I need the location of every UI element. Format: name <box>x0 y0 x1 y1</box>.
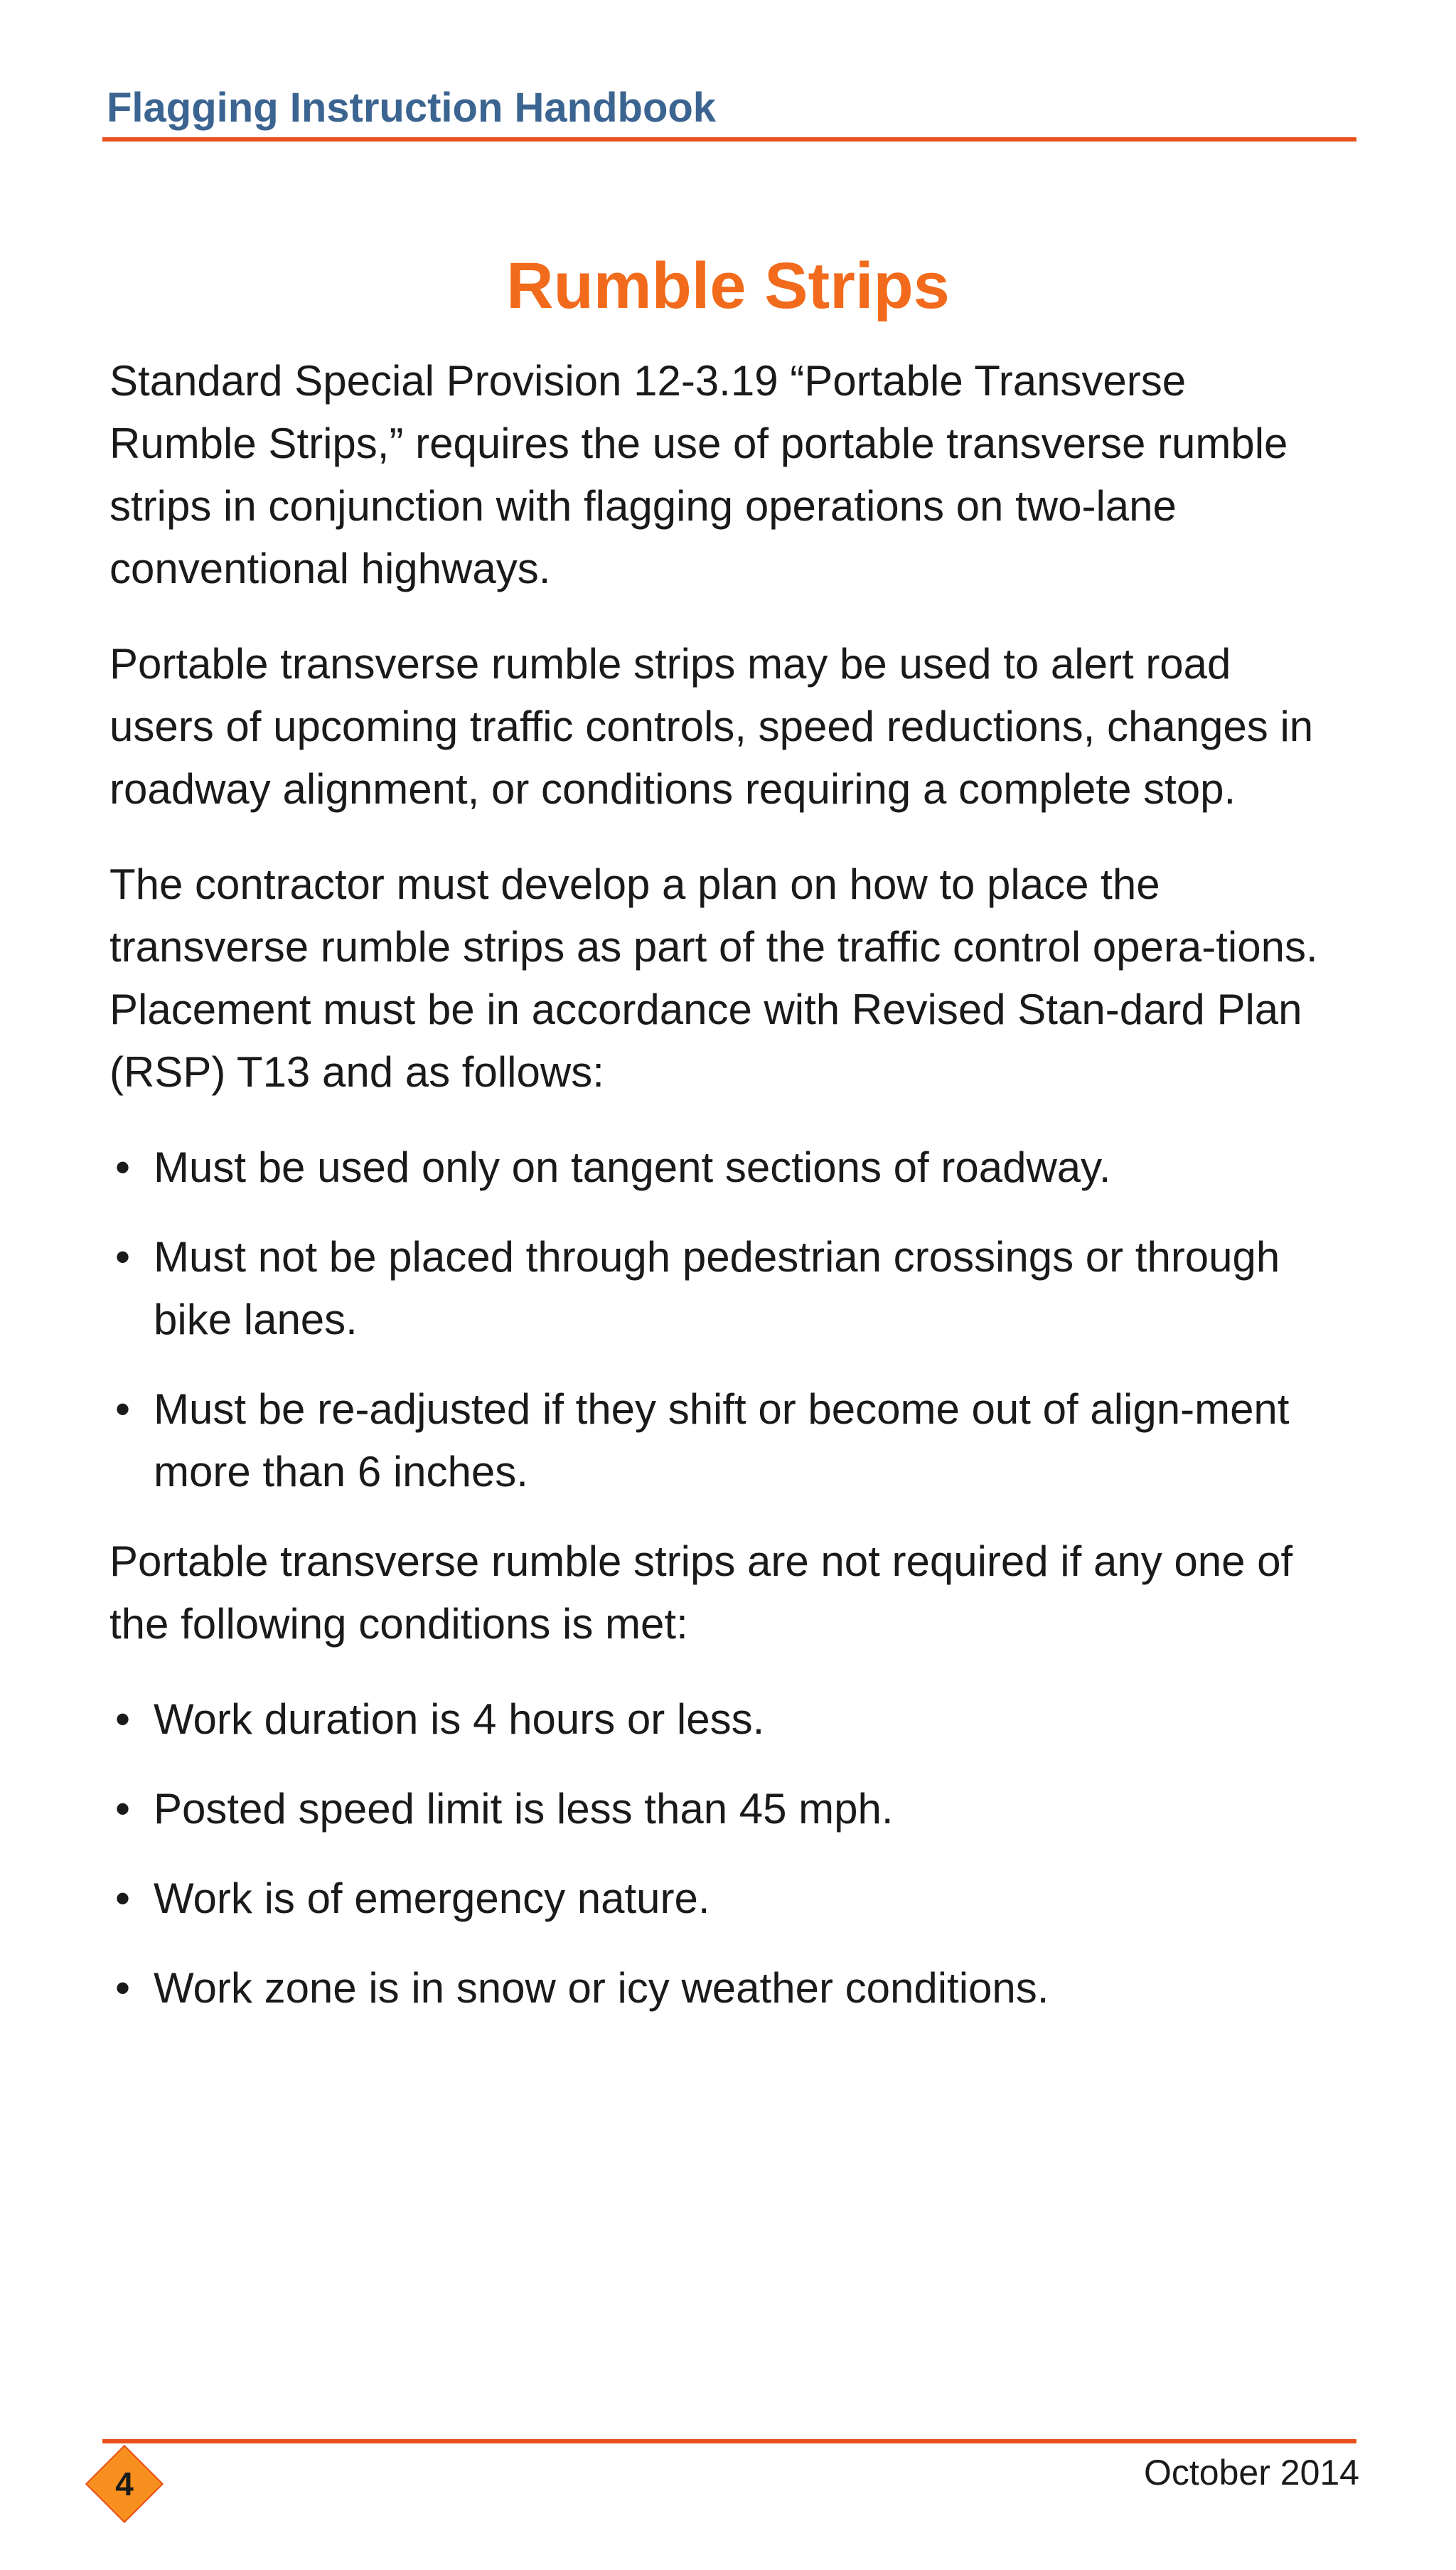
bullet-icon: • <box>115 1964 131 2012</box>
bullet-icon: • <box>115 1143 131 1191</box>
exemption-paragraph: Portable transverse rumble strips are not required if any one of the following conditions is met: <box>109 1537 1293 1648</box>
list-item-text: Must be re-adjusted if they shift or become out of align-ment more than 6 inches. <box>154 1385 1290 1495</box>
list-item-text: Posted speed limit is less than 45 mph. <box>154 1785 894 1833</box>
page-title: Rumble Strips <box>506 250 950 322</box>
exemptions-list <box>109 1688 1339 2020</box>
page-body <box>109 350 1339 2047</box>
list-item <box>109 1226 1339 1351</box>
footer-date: October 2014 <box>1144 2453 1359 2492</box>
page-number-badge <box>85 2445 164 2523</box>
list-item <box>109 1378 1339 1503</box>
list-item-text: Work is of emergency nature. <box>154 1875 710 1922</box>
list-item-text: Must be used only on tangent sections of roadway. <box>154 1143 1111 1191</box>
list-item <box>109 1778 1339 1840</box>
placement-paragraph: The contractor must develop a plan on how to place the transverse rumble strips as part of the traffic control opera-tions. Placement must be in accordance with Revised Stan-dard Plan (RSP) T13 and as follows: <box>109 860 1318 1096</box>
list-item <box>109 1136 1339 1199</box>
bullet-icon: • <box>115 1695 131 1743</box>
list-item-text: Must not be placed through pedestrian crossings or through bike lanes. <box>154 1233 1280 1343</box>
list-item <box>109 1688 1339 1751</box>
header-rule <box>102 137 1356 142</box>
purpose-paragraph: Portable transverse rumble strips may be used to alert road users of upcoming traffic controls, speed reductions, changes in roadway alignment, or conditions requiring a complete stop. <box>109 640 1314 813</box>
placement-rules-list <box>109 1136 1339 1503</box>
page-number: 4 <box>115 2465 134 2502</box>
bullet-icon: • <box>115 1875 131 1922</box>
bullet-icon: • <box>115 1233 131 1281</box>
list-item-text: Work duration is 4 hours or less. <box>154 1695 765 1743</box>
list-item-text: Work zone is in snow or icy weather conditions. <box>154 1964 1049 2012</box>
list-item <box>109 1957 1339 2020</box>
list-item <box>109 1867 1339 1930</box>
bullet-icon: • <box>115 1785 131 1833</box>
bullet-icon: • <box>115 1385 131 1433</box>
footer-rule <box>102 2439 1356 2443</box>
intro-paragraph: Standard Special Provision 12-3.19 “Portable Transverse Rumble Strips,” requires the use of portable transverse rumble strips in conjunction with flagging operations on two-lane conventional highways. <box>109 357 1288 592</box>
handbook-title: Flagging Instruction Handbook <box>107 85 717 131</box>
